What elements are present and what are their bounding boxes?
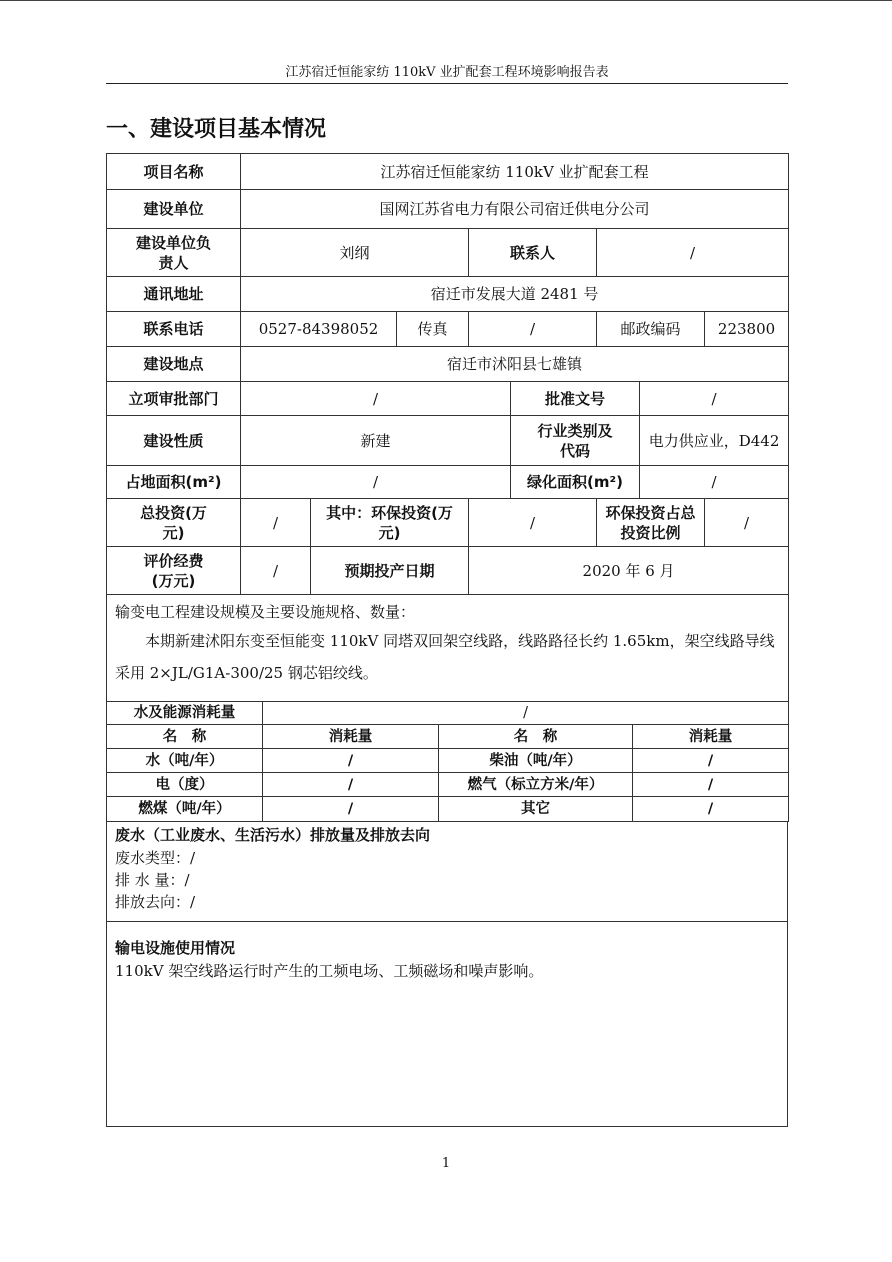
header-rule <box>106 83 788 84</box>
industry-label: 行业类别及代码 <box>511 416 640 466</box>
env-invest-value: / <box>469 499 597 547</box>
energy-row-amount: / <box>633 797 789 822</box>
env-ratio-value: / <box>705 499 789 547</box>
wastewater-destination: 排放去向：/ <box>115 893 196 911</box>
facility-title: 输电设施使用情况 <box>115 939 236 957</box>
section-title: 一、建设项目基本情况 <box>106 117 327 142</box>
builder-value: 国网江苏省电力有限公司宿迁供电分公司 <box>241 190 789 229</box>
energy-row-name: 燃气（标立方米/年） <box>439 773 633 797</box>
industry-value: 电力供应业，D442 <box>640 416 789 466</box>
energy-head-name-1: 名 称 <box>107 725 263 749</box>
approval-no-label: 批准文号 <box>511 382 640 416</box>
scale-title: 输变电工程建设规模及主要设施规格、数量： <box>115 603 416 621</box>
location-value: 宿迁市沭阳县七雄镇 <box>241 347 789 382</box>
energy-row-name: 其它 <box>439 797 633 822</box>
energy-row-name: 电（度） <box>107 773 263 797</box>
energy-row-name: 水（吨/年） <box>107 749 263 773</box>
nature-value: 新建 <box>241 416 511 466</box>
energy-row-amount: / <box>263 749 439 773</box>
green-area-label: 绿化面积(m²) <box>511 466 640 499</box>
wastewater-type: 废水类型：/ <box>115 849 196 867</box>
postcode-value: 223800 <box>705 312 789 347</box>
postcode-label: 邮政编码 <box>597 312 705 347</box>
facility-body: 110kV 架空线路运行时产生的工频电场、工频磁场和噪声影响。 <box>115 962 544 980</box>
eval-fee-label: 评价经费(万元) <box>107 547 241 595</box>
env-invest-label: 其中：环保投资(万元) <box>311 499 469 547</box>
energy-row-name: 燃煤（吨/年） <box>107 797 263 822</box>
total-invest-value: / <box>241 499 311 547</box>
fax-value: / <box>469 312 597 347</box>
project-name-label: 项目名称 <box>107 154 241 190</box>
project-name-value: 江苏宿迁恒能家纺 110kV 业扩配套工程 <box>241 154 789 190</box>
energy-row <box>107 749 789 773</box>
energy-title-value: / <box>263 702 789 725</box>
energy-row <box>107 773 789 797</box>
location-label: 建设地点 <box>107 347 241 382</box>
wastewater-title: 废水（工业废水、生活污水）排放量及排放去向 <box>115 826 431 844</box>
contact-label: 联系人 <box>469 229 597 277</box>
energy-head-amount-2: 消耗量 <box>633 725 789 749</box>
phone-label: 联系电话 <box>107 312 241 347</box>
address-value: 宿迁市发展大道 2481 号 <box>241 277 789 312</box>
leader-label: 建设单位负责人 <box>107 229 241 277</box>
land-area-value: / <box>241 466 511 499</box>
approval-dept-label: 立项审批部门 <box>107 382 241 416</box>
prod-date-label: 预期投产日期 <box>311 547 469 595</box>
phone-value: 0527-84398052 <box>241 312 397 347</box>
green-area-value: / <box>640 466 789 499</box>
nature-label: 建设性质 <box>107 416 241 466</box>
wastewater-section <box>106 821 788 922</box>
energy-head-name-2: 名 称 <box>439 725 633 749</box>
approval-dept-value: / <box>241 382 511 416</box>
energy-row <box>107 797 789 822</box>
energy-row-amount: / <box>633 773 789 797</box>
page-header: 江苏宿迁恒能家纺 110kV 业扩配套工程环境影响报告表 <box>285 65 609 80</box>
address-label: 通讯地址 <box>107 277 241 312</box>
scale-body: 本期新建沭阳东变至恒能变 110kV 同塔双回架空线路，线路路径长约 1.65km，架空线路导线采用 2×JL/G1A-300/25 钢芯铝绞线。 <box>115 632 775 682</box>
scale-cell <box>107 595 789 702</box>
env-ratio-label: 环保投资占总投资比例 <box>597 499 705 547</box>
leader-value: 刘纲 <box>241 229 469 277</box>
wastewater-amount: 排 水 量：/ <box>115 871 190 889</box>
eval-fee-value: / <box>241 547 311 595</box>
energy-title-label: 水及能源消耗量 <box>107 702 263 725</box>
basic-info-table <box>106 153 789 702</box>
top-border-line <box>0 0 892 1</box>
approval-no-value: / <box>640 382 789 416</box>
energy-head-amount-1: 消耗量 <box>263 725 439 749</box>
builder-label: 建设单位 <box>107 190 241 229</box>
land-area-label: 占地面积(m²) <box>107 466 241 499</box>
page-number: 1 <box>441 1156 451 1171</box>
energy-row-amount: / <box>263 773 439 797</box>
contact-value: / <box>597 229 789 277</box>
fax-label: 传真 <box>397 312 469 347</box>
facility-section <box>106 922 788 1127</box>
energy-row-amount: / <box>633 749 789 773</box>
prod-date-value: 2020 年 6 月 <box>469 547 789 595</box>
total-invest-label: 总投资(万元) <box>107 499 241 547</box>
energy-table <box>106 701 789 822</box>
energy-row-amount: / <box>263 797 439 822</box>
energy-row-name: 柴油（吨/年） <box>439 749 633 773</box>
